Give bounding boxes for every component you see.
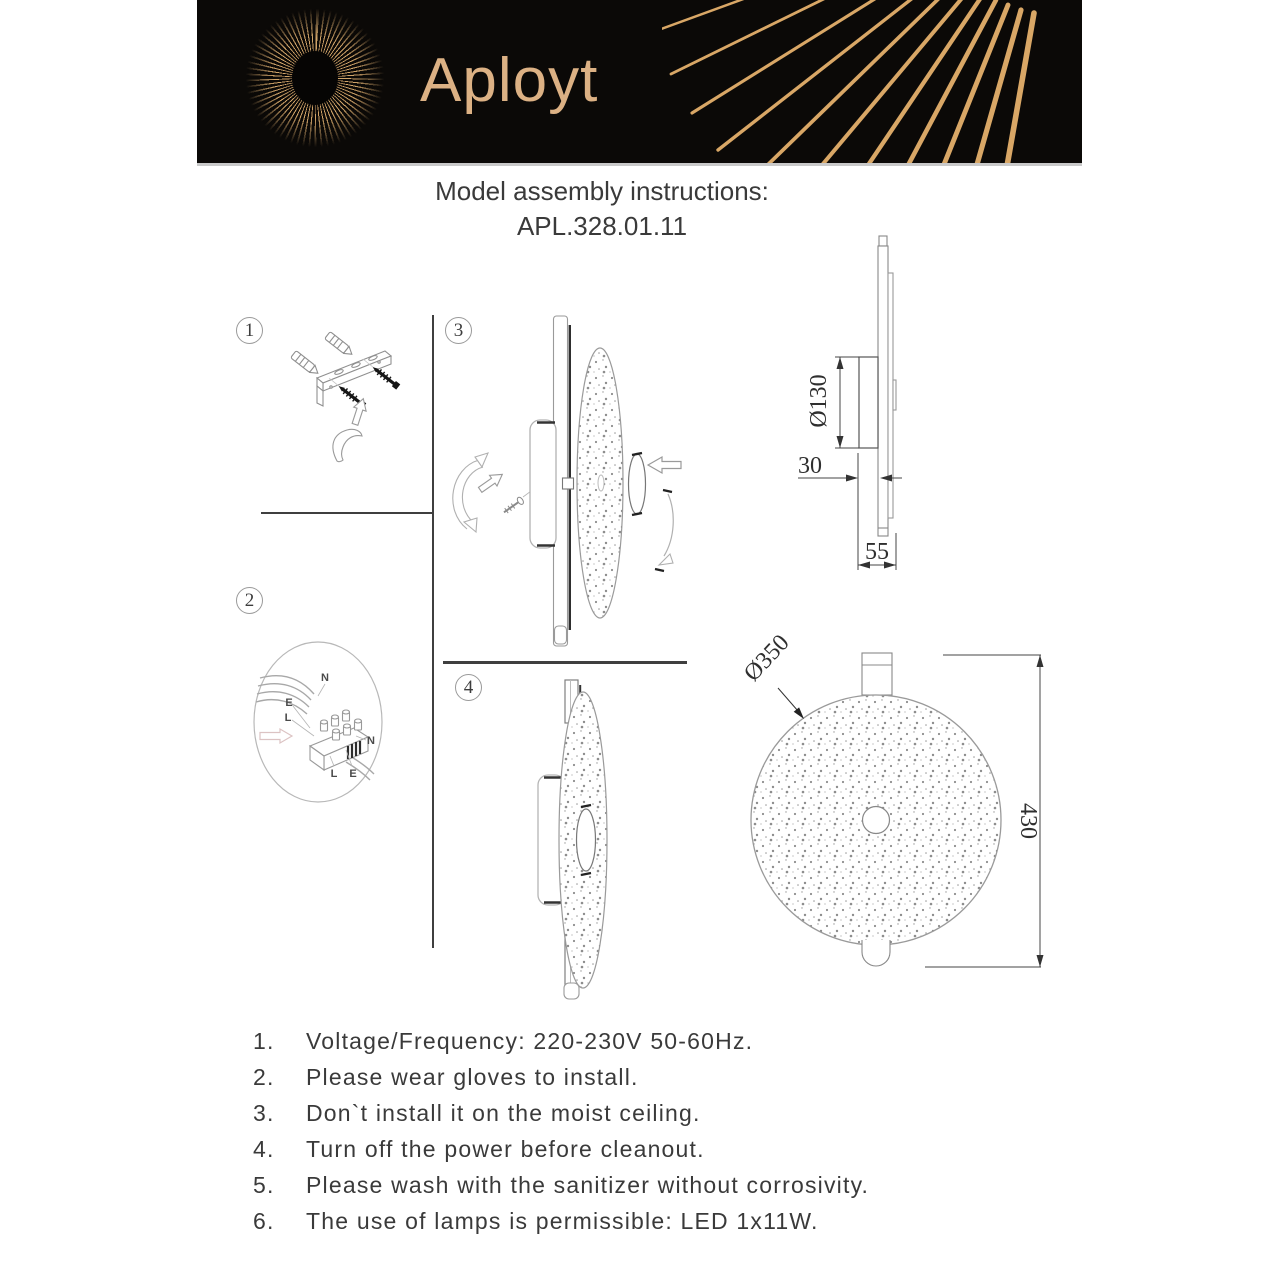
step2-wiring-diagram bbox=[230, 560, 425, 825]
instruction-item bbox=[253, 1023, 1083, 1059]
hook-part bbox=[333, 429, 362, 461]
instruction-item bbox=[253, 1167, 1083, 1203]
instruction-list bbox=[253, 1023, 1083, 1239]
instruction-text: Voltage/Frequency: 220-230V 50-60Hz. bbox=[306, 1028, 754, 1054]
instruction-text: Turn off the power before cleanout. bbox=[306, 1136, 705, 1162]
step1-badge: 1 bbox=[236, 317, 263, 344]
instruction-item bbox=[253, 1059, 1083, 1095]
brand-name: Aployt bbox=[420, 46, 599, 115]
decorative-rays-icon bbox=[662, 0, 1082, 163]
step4-badge: 4 bbox=[455, 674, 482, 701]
model-number: APL.328.01.11 bbox=[516, 211, 688, 241]
push-arrow-icon bbox=[648, 457, 681, 473]
wire-label-n-right: N bbox=[367, 735, 375, 747]
instruction-text: The use of lamps is permissible: LED 1x11W. bbox=[306, 1208, 819, 1234]
wire-label-l-left: L bbox=[284, 712, 292, 724]
brand-banner bbox=[197, 0, 1082, 166]
instruction-item bbox=[253, 1203, 1083, 1239]
lamp-profile bbox=[859, 236, 896, 536]
sunburst-logo-icon bbox=[238, 1, 392, 155]
screw-icon bbox=[502, 496, 525, 515]
terminal-block bbox=[310, 710, 368, 770]
instruction-number: 4. bbox=[253, 1136, 275, 1162]
screw-icon bbox=[372, 365, 400, 389]
lock-ring bbox=[629, 453, 646, 515]
insert-arrow-icon bbox=[260, 729, 292, 743]
twist-arrow-icon bbox=[655, 490, 673, 571]
instruction-number: 3. bbox=[253, 1100, 275, 1126]
sunburst-core bbox=[292, 51, 338, 105]
side-view-dimension-drawing bbox=[780, 225, 920, 575]
title-line1: Model assembly instructions: bbox=[435, 176, 769, 206]
dim-label-mount-diameter: Ø130 bbox=[806, 374, 832, 428]
wire-label-e-left: E bbox=[285, 697, 293, 709]
instruction-number: 1. bbox=[253, 1028, 275, 1054]
step1-bracket-diagram bbox=[225, 300, 430, 515]
dim-label-depth: 30 bbox=[798, 453, 822, 479]
wall-plug-icon bbox=[325, 332, 355, 358]
instruction-item bbox=[253, 1095, 1083, 1131]
instruction-number: 2. bbox=[253, 1064, 275, 1090]
instruction-item bbox=[253, 1131, 1083, 1167]
dim-label-height: 430 bbox=[1015, 803, 1041, 839]
dim-shade-leader bbox=[778, 688, 804, 719]
rotate-arrow-icon bbox=[453, 453, 488, 532]
front-view-dimension-drawing bbox=[728, 618, 1063, 993]
step3-badge: 3 bbox=[445, 317, 472, 344]
wire-label-e-bottom: E bbox=[349, 768, 357, 780]
step2-badge: 2 bbox=[236, 587, 263, 614]
step4-assembled-diagram bbox=[443, 665, 690, 1013]
bottom-tab bbox=[862, 940, 890, 966]
step3-shade-diagram bbox=[433, 310, 690, 662]
instruction-number: 5. bbox=[253, 1172, 275, 1198]
dim-label-shade-diameter: Ø350 bbox=[739, 629, 795, 687]
wire-label-l-bottom: L bbox=[330, 768, 338, 780]
connector-block bbox=[563, 478, 574, 489]
direction-arrow-icon bbox=[476, 469, 506, 495]
wire-label-n-top: N bbox=[321, 672, 329, 684]
wiring-detail-bubble bbox=[254, 642, 382, 802]
dim-label-thickness: 55 bbox=[865, 539, 889, 565]
instruction-number: 6. bbox=[253, 1208, 275, 1234]
dim-mount-diameter bbox=[835, 357, 859, 448]
instruction-text: Please wear gloves to install. bbox=[306, 1064, 639, 1090]
wall-plug-icon bbox=[291, 351, 321, 377]
center-hole bbox=[863, 807, 890, 834]
mount-stem bbox=[862, 653, 892, 695]
instruction-text: Please wash with the sanitizer without corrosivity. bbox=[306, 1172, 870, 1198]
instruction-text: Don`t install it on the moist ceiling. bbox=[306, 1100, 701, 1126]
driver-box bbox=[530, 420, 556, 548]
